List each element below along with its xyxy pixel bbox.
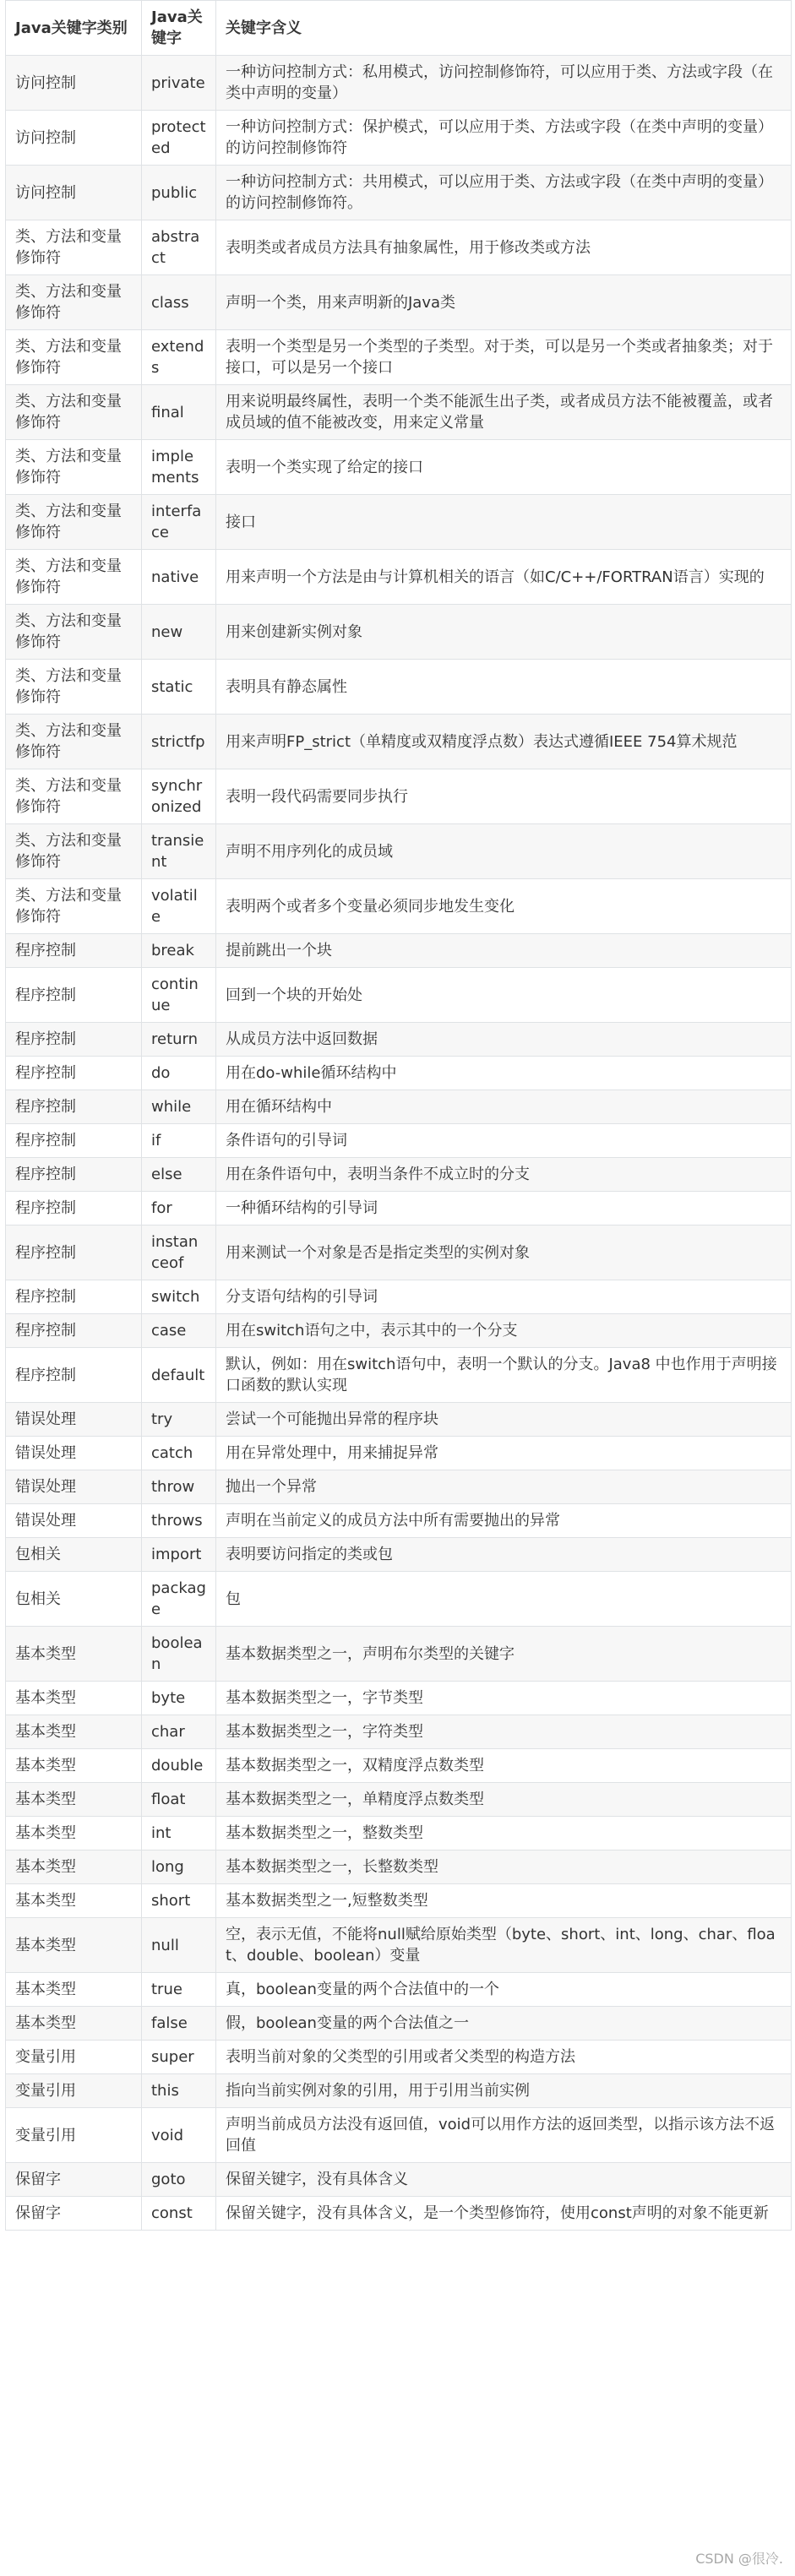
keyword-cell: return [142,1023,216,1057]
table-row [6,1280,792,1314]
category-cell: 程序控制 [6,1226,142,1280]
keyword-cell: boolean [142,1627,216,1682]
meaning-cell: 用在条件语句中，表明当条件不成立时的分支 [216,1158,792,1192]
category-cell: 包相关 [6,1572,142,1627]
meaning-cell: 一种访问控制方式：保护模式，可以应用于类、方法或字段（在类中声明的变量）的访问控制修饰符 [216,111,792,166]
meaning-cell: 抛出一个异常 [216,1470,792,1504]
meaning-cell: 空，表示无值，不能将null赋给原始类型（byte、short、int、long、char、float、double、boolean）变量 [216,1918,792,1973]
table-row [6,1403,792,1437]
category-cell: 基本类型 [6,1817,142,1850]
table-row [6,1884,792,1918]
category-cell: 访问控制 [6,166,142,220]
meaning-cell: 保留关键字，没有具体含义，是一个类型修饰符，使用const声明的对象不能更新 [216,2197,792,2231]
java-keywords-table [5,0,792,2231]
category-cell: 程序控制 [6,1314,142,1348]
table-row [6,1226,792,1280]
category-cell: 变量引用 [6,2041,142,2074]
keyword-cell: true [142,1973,216,2007]
meaning-cell: 基本数据类型之一,短整数类型 [216,1884,792,1918]
category-cell: 基本类型 [6,1749,142,1783]
category-cell: 访问控制 [6,56,142,111]
category-cell: 错误处理 [6,1403,142,1437]
keyword-cell: break [142,934,216,968]
keyword-cell: for [142,1192,216,1226]
keyword-cell: synchronized [142,769,216,824]
table-row [6,1783,792,1817]
keyword-cell: switch [142,1280,216,1314]
keyword-cell: continue [142,968,216,1023]
table-row [6,2074,792,2108]
meaning-cell: 表明一段代码需要同步执行 [216,769,792,824]
keyword-cell: strictfp [142,715,216,769]
table-row [6,330,792,385]
table-row [6,1538,792,1572]
keyword-cell: null [142,1918,216,1973]
category-cell: 变量引用 [6,2108,142,2163]
category-cell: 基本类型 [6,1715,142,1749]
category-cell: 错误处理 [6,1470,142,1504]
category-cell: 类、方法和变量修饰符 [6,440,142,495]
keyword-cell: float [142,1783,216,1817]
table-header-row [6,1,792,56]
category-cell: 包相关 [6,1538,142,1572]
meaning-cell: 基本数据类型之一，长整数类型 [216,1850,792,1884]
table-row [6,1470,792,1504]
table-row [6,1437,792,1470]
meaning-cell: 一种访问控制方式：私用模式，访问控制修饰符，可以应用于类、方法或字段（在类中声明的变量） [216,56,792,111]
keyword-cell: throws [142,1504,216,1538]
meaning-cell: 包 [216,1572,792,1627]
category-cell: 类、方法和变量修饰符 [6,605,142,660]
keyword-cell: catch [142,1437,216,1470]
keyword-cell: protected [142,111,216,166]
meaning-cell: 回到一个块的开始处 [216,968,792,1023]
table-row [6,56,792,111]
table-row [6,111,792,166]
meaning-cell: 分支语句结构的引导词 [216,1280,792,1314]
keyword-cell: throw [142,1470,216,1504]
keyword-cell: int [142,1817,216,1850]
table-row [6,1817,792,1850]
category-cell: 程序控制 [6,1280,142,1314]
keyword-cell: goto [142,2163,216,2197]
table-row [6,1749,792,1783]
table-row [6,879,792,934]
keyword-cell: public [142,166,216,220]
table-row [6,1090,792,1124]
keyword-cell: abstract [142,220,216,275]
category-cell: 类、方法和变量修饰符 [6,495,142,550]
table-row [6,2197,792,2231]
table-row [6,1627,792,1682]
table-row [6,715,792,769]
table-row [6,769,792,824]
table-row [6,166,792,220]
category-cell: 类、方法和变量修饰符 [6,824,142,879]
category-cell: 基本类型 [6,1627,142,1682]
meaning-cell: 基本数据类型之一，字符类型 [216,1715,792,1749]
keyword-cell: void [142,2108,216,2163]
keyword-cell: const [142,2197,216,2231]
keyword-cell: default [142,1348,216,1403]
table-row [6,2041,792,2074]
category-cell: 基本类型 [6,1783,142,1817]
meaning-cell: 基本数据类型之一，双精度浮点数类型 [216,1749,792,1783]
table-row [6,1314,792,1348]
meaning-cell: 用在异常处理中，用来捕捉异常 [216,1437,792,1470]
keyword-cell: double [142,1749,216,1783]
table-row [6,1715,792,1749]
meaning-cell: 用来声明FP_strict（单精度或双精度浮点数）表达式遵循IEEE 754算术规范 [216,715,792,769]
category-cell: 类、方法和变量修饰符 [6,330,142,385]
meaning-cell: 表明两个或者多个变量必须同步地发生变化 [216,879,792,934]
meaning-cell: 用在switch语句之中，表示其中的一个分支 [216,1314,792,1348]
category-cell: 错误处理 [6,1437,142,1470]
category-cell: 基本类型 [6,2007,142,2041]
meaning-cell: 声明一个类，用来声明新的Java类 [216,275,792,330]
category-cell: 类、方法和变量修饰符 [6,769,142,824]
header-category: Java关键字类别 [6,1,142,56]
keyword-cell: extends [142,330,216,385]
meaning-cell: 提前跳出一个块 [216,934,792,968]
keyword-cell: while [142,1090,216,1124]
meaning-cell: 基本数据类型之一，单精度浮点数类型 [216,1783,792,1817]
meaning-cell: 用来声明一个方法是由与计算机相关的语言（如C/C++/FORTRAN语言）实现的 [216,550,792,605]
keyword-cell: else [142,1158,216,1192]
keyword-cell: instanceof [142,1226,216,1280]
meaning-cell: 指向当前实例对象的引用，用于引用当前实例 [216,2074,792,2108]
meaning-cell: 表明具有静态属性 [216,660,792,715]
meaning-cell: 接口 [216,495,792,550]
table-row [6,1023,792,1057]
category-cell: 程序控制 [6,1348,142,1403]
category-cell: 保留字 [6,2163,142,2197]
keyword-cell: super [142,2041,216,2074]
keyword-cell: byte [142,1682,216,1715]
table-row [6,605,792,660]
keyword-cell: false [142,2007,216,2041]
header-keyword: Java关键字 [142,1,216,56]
keyword-cell: case [142,1314,216,1348]
category-cell: 类、方法和变量修饰符 [6,220,142,275]
meaning-cell: 用来测试一个对象是否是指定类型的实例对象 [216,1226,792,1280]
category-cell: 类、方法和变量修饰符 [6,660,142,715]
keyword-cell: new [142,605,216,660]
meaning-cell: 表明类或者成员方法具有抽象属性，用于修改类或方法 [216,220,792,275]
table-row [6,1348,792,1403]
category-cell: 类、方法和变量修饰符 [6,715,142,769]
meaning-cell: 基本数据类型之一，声明布尔类型的关键字 [216,1627,792,1682]
category-cell: 基本类型 [6,1884,142,1918]
table-row [6,1158,792,1192]
category-cell: 程序控制 [6,1158,142,1192]
category-cell: 基本类型 [6,1918,142,1973]
category-cell: 基本类型 [6,1850,142,1884]
meaning-cell: 用在do-while循环结构中 [216,1057,792,1090]
keyword-cell: do [142,1057,216,1090]
table-row [6,1850,792,1884]
meaning-cell: 声明当前成员方法没有返回值，void可以用作方法的返回类型，以指示该方法不返回值 [216,2108,792,2163]
category-cell: 程序控制 [6,1057,142,1090]
category-cell: 错误处理 [6,1504,142,1538]
meaning-cell: 基本数据类型之一，整数类型 [216,1817,792,1850]
meaning-cell: 假，boolean变量的两个合法值之一 [216,2007,792,2041]
table-row [6,1918,792,1973]
keyword-cell: static [142,660,216,715]
meaning-cell: 声明在当前定义的成员方法中所有需要抛出的异常 [216,1504,792,1538]
meaning-cell: 表明当前对象的父类型的引用或者父类型的构造方法 [216,2041,792,2074]
meaning-cell: 表明一个类型是另一个类型的子类型。对于类，可以是另一个类或者抽象类；对于接口，可以是另一个接口 [216,330,792,385]
table-row [6,1973,792,2007]
meaning-cell: 一种访问控制方式：共用模式，可以应用于类、方法或字段（在类中声明的变量）的访问控制修饰符。 [216,166,792,220]
meaning-cell: 条件语句的引导词 [216,1124,792,1158]
meaning-cell: 从成员方法中返回数据 [216,1023,792,1057]
category-cell: 类、方法和变量修饰符 [6,275,142,330]
table-row [6,495,792,550]
keyword-cell: native [142,550,216,605]
table-row [6,440,792,495]
meaning-cell: 用在循环结构中 [216,1090,792,1124]
keyword-cell: interface [142,495,216,550]
watermark: CSDN @很冷. [695,2551,783,2567]
meaning-cell: 表明一个类实现了给定的接口 [216,440,792,495]
table-row [6,1682,792,1715]
table-row [6,275,792,330]
table-body [6,56,792,2231]
meaning-cell: 真，boolean变量的两个合法值中的一个 [216,1973,792,2007]
category-cell: 保留字 [6,2197,142,2231]
table-row [6,934,792,968]
category-cell: 程序控制 [6,1090,142,1124]
keyword-cell: package [142,1572,216,1627]
keyword-cell: this [142,2074,216,2108]
category-cell: 访问控制 [6,111,142,166]
meaning-cell: 尝试一个可能抛出异常的程序块 [216,1403,792,1437]
table-row [6,2007,792,2041]
table-row [6,1572,792,1627]
table-row [6,2108,792,2163]
meaning-cell: 表明要访问指定的类或包 [216,1538,792,1572]
keyword-cell: transient [142,824,216,879]
table-row [6,968,792,1023]
meaning-cell: 用来创建新实例对象 [216,605,792,660]
category-cell: 程序控制 [6,1192,142,1226]
meaning-cell: 用来说明最终属性，表明一个类不能派生出子类，或者成员方法不能被覆盖，或者成员域的值不能被改变，用来定义常量 [216,385,792,440]
keyword-cell: private [142,56,216,111]
category-cell: 类、方法和变量修饰符 [6,385,142,440]
meaning-cell: 一种循环结构的引导词 [216,1192,792,1226]
category-cell: 基本类型 [6,1682,142,1715]
keyword-cell: import [142,1538,216,1572]
meaning-cell: 声明不用序列化的成员域 [216,824,792,879]
keyword-cell: short [142,1884,216,1918]
table-row [6,385,792,440]
category-cell: 程序控制 [6,1023,142,1057]
category-cell: 程序控制 [6,968,142,1023]
meaning-cell: 保留关键字，没有具体含义 [216,2163,792,2197]
header-meaning: 关键字含义 [216,1,792,56]
category-cell: 类、方法和变量修饰符 [6,550,142,605]
keyword-cell: final [142,385,216,440]
table-row [6,2163,792,2197]
category-cell: 基本类型 [6,1973,142,2007]
keyword-cell: long [142,1850,216,1884]
table-row [6,1504,792,1538]
keyword-cell: if [142,1124,216,1158]
keyword-cell: implements [142,440,216,495]
meaning-cell: 基本数据类型之一，字节类型 [216,1682,792,1715]
table-row [6,550,792,605]
keyword-cell: class [142,275,216,330]
keyword-cell: char [142,1715,216,1749]
category-cell: 变量引用 [6,2074,142,2108]
meaning-cell: 默认，例如：用在switch语句中，表明一个默认的分支。Java8 中也作用于声明接口函数的默认实现 [216,1348,792,1403]
table-row [6,1192,792,1226]
table-row [6,1124,792,1158]
table-row [6,824,792,879]
table-row [6,660,792,715]
table-row [6,220,792,275]
keyword-cell: try [142,1403,216,1437]
category-cell: 程序控制 [6,1124,142,1158]
keyword-cell: volatile [142,879,216,934]
table-row [6,1057,792,1090]
category-cell: 程序控制 [6,934,142,968]
category-cell: 类、方法和变量修饰符 [6,879,142,934]
